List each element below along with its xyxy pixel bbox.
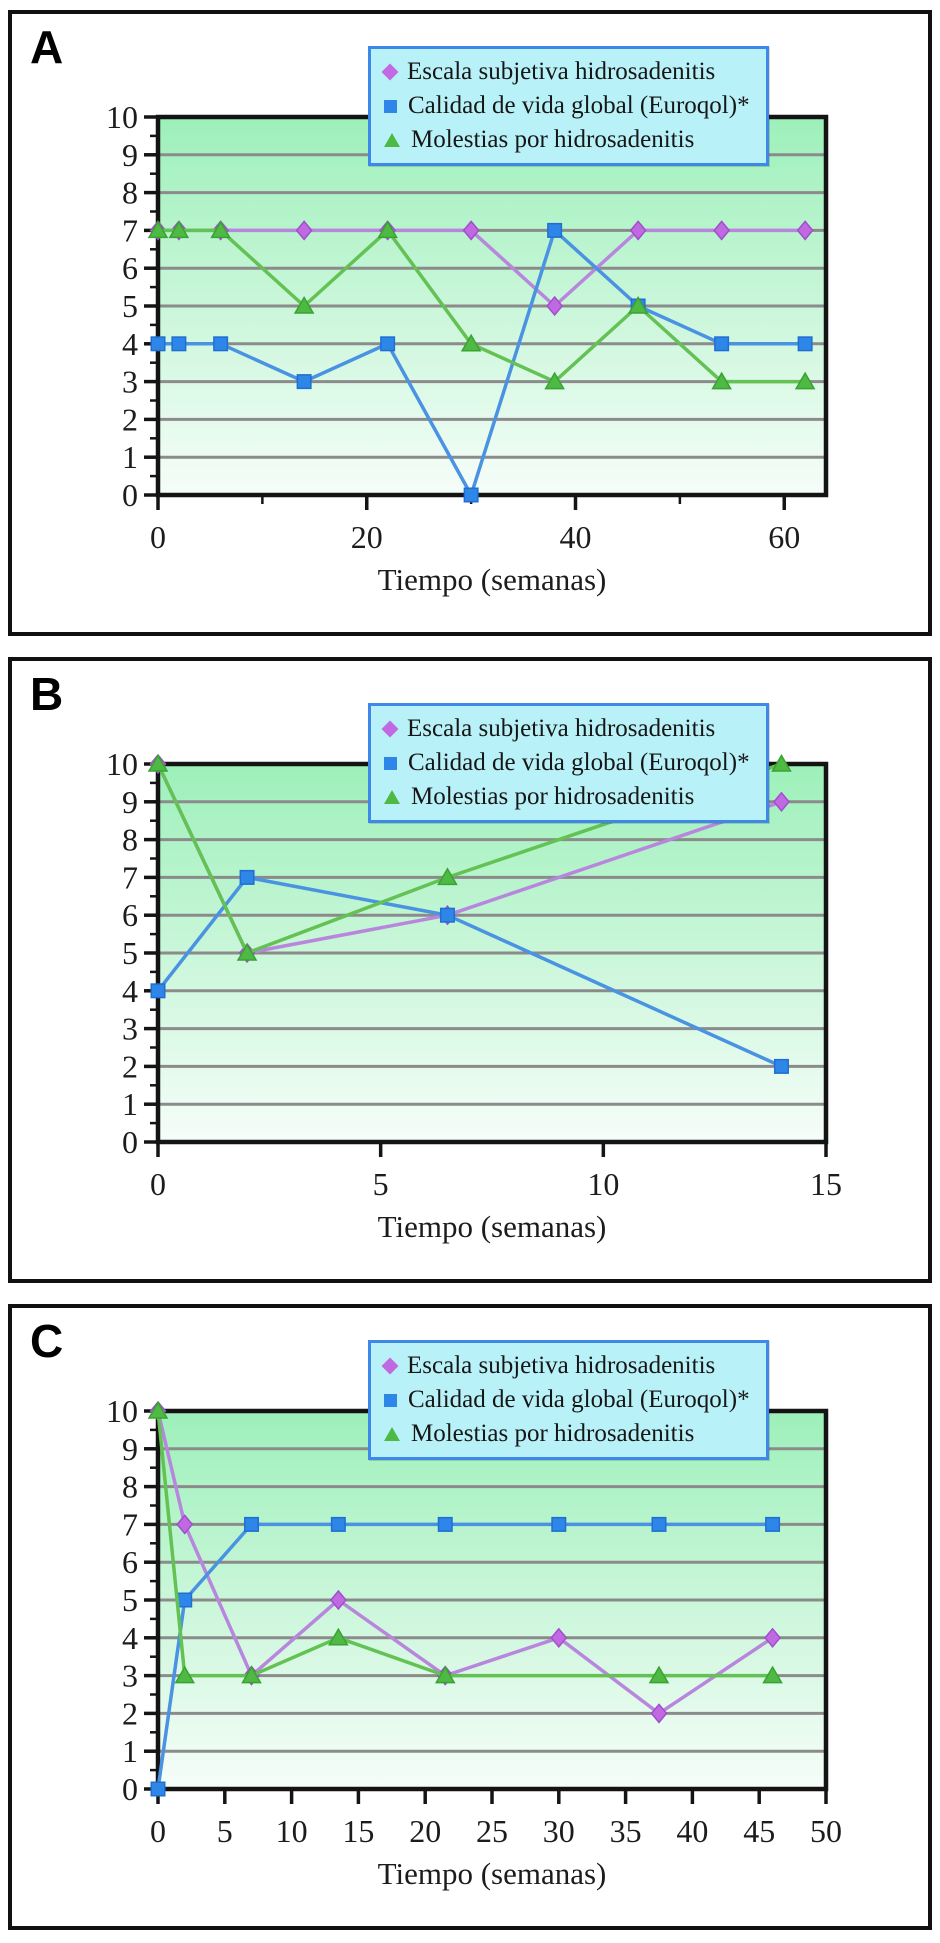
square-marker <box>332 1518 346 1532</box>
square-marker <box>775 1060 789 1074</box>
panel-c <box>8 1304 932 1930</box>
y-tick-label: 1 <box>122 439 138 476</box>
legend-item-calidad <box>384 749 750 778</box>
legend-item-escala <box>384 1352 750 1381</box>
square-icon <box>384 757 397 770</box>
legend-label: Escala subjetiva hidrosadenitis <box>407 1352 716 1379</box>
x-tick-label: 0 <box>150 519 166 555</box>
square-marker <box>441 908 455 922</box>
square-marker <box>438 1518 452 1532</box>
y-tick-label: 2 <box>122 1048 138 1085</box>
y-tick-label: 7 <box>122 212 138 249</box>
y-tick-label: 1 <box>122 1733 138 1770</box>
x-tick-label: 50 <box>810 1813 842 1849</box>
y-tick-label: 6 <box>122 250 138 287</box>
square-marker <box>297 375 311 389</box>
legend-label: Calidad de vida global (Euroqol)* <box>408 91 750 119</box>
legend-label: Escala subjetiva hidrosadenitis <box>407 58 716 85</box>
x-tick-label: 10 <box>587 1166 620 1202</box>
y-tick-label: 7 <box>122 1506 138 1543</box>
legend-item-escala <box>384 58 750 87</box>
y-tick-label: 4 <box>122 1619 138 1656</box>
x-axis-label: Tiempo (semanas) <box>377 1209 607 1244</box>
y-tick-label: 7 <box>122 859 138 896</box>
x-tick-label: 20 <box>350 519 383 555</box>
diamond-icon <box>382 721 399 738</box>
y-tick-label: 3 <box>122 1010 138 1047</box>
panel-c-letter: C <box>30 1315 64 1367</box>
legend-label: Calidad de vida global (Euroqol)* <box>408 748 750 776</box>
y-tick-label: 8 <box>122 821 138 858</box>
square-marker <box>381 337 395 351</box>
y-tick-label: 0 <box>122 477 138 513</box>
legend-b <box>368 703 769 823</box>
y-tick-label: 5 <box>122 288 138 324</box>
y-tick-label: 2 <box>122 1695 138 1732</box>
square-icon <box>384 1394 397 1407</box>
legend-label: Molestias por hidrosadenitis <box>411 125 695 153</box>
legend-label: Molestias por hidrosadenitis <box>411 1419 695 1447</box>
x-tick-label: 5 <box>372 1166 389 1202</box>
y-tick-label: 6 <box>122 897 138 934</box>
x-axis-label: Tiempo (semanas) <box>377 562 607 597</box>
y-tick-label: 10 <box>106 1393 138 1429</box>
panel-a <box>8 10 932 636</box>
legend-item-molestias <box>384 783 750 812</box>
x-tick-label: 0 <box>150 1166 166 1202</box>
x-tick-label: 45 <box>743 1813 776 1849</box>
square-marker <box>548 224 562 238</box>
x-tick-label: 40 <box>559 519 592 555</box>
y-tick-label: 0 <box>122 1124 138 1160</box>
square-marker <box>245 1518 259 1532</box>
x-tick-label: 10 <box>275 1813 308 1849</box>
y-tick-label: 8 <box>122 174 138 211</box>
x-tick-label: 35 <box>609 1813 642 1849</box>
square-marker <box>766 1518 780 1532</box>
square-marker <box>151 337 165 351</box>
y-tick-label: 10 <box>106 99 138 135</box>
square-marker <box>178 1593 192 1607</box>
legend-item-calidad <box>384 92 750 121</box>
triangle-icon <box>384 790 400 804</box>
diamond-icon <box>382 1358 399 1375</box>
x-tick-label: 0 <box>150 1813 166 1849</box>
y-tick-label: 3 <box>122 363 138 400</box>
y-tick-label: 0 <box>122 1771 138 1807</box>
y-tick-label: 9 <box>122 1430 138 1467</box>
square-marker <box>172 337 186 351</box>
panel-a-letter: A <box>30 21 64 73</box>
y-tick-label: 5 <box>122 935 138 971</box>
square-marker <box>798 337 812 351</box>
legend-label: Calidad de vida global (Euroqol)* <box>408 1385 750 1413</box>
y-tick-label: 9 <box>122 783 138 820</box>
legend-c <box>368 1340 769 1460</box>
legend-label: Molestias por hidrosadenitis <box>411 782 695 810</box>
y-tick-label: 4 <box>122 972 138 1009</box>
legend-item-escala <box>384 715 750 744</box>
x-axis-label: Tiempo (semanas) <box>377 1856 607 1891</box>
legend-item-molestias <box>384 1420 750 1449</box>
triangle-icon <box>384 1427 400 1441</box>
square-marker <box>151 984 165 998</box>
x-tick-label: 5 <box>216 1813 233 1849</box>
square-marker <box>552 1518 566 1532</box>
square-marker <box>652 1518 666 1532</box>
y-tick-label: 4 <box>122 325 138 362</box>
x-tick-label: 30 <box>542 1813 575 1849</box>
legend-item-calidad <box>384 1386 750 1415</box>
legend-item-molestias <box>384 126 750 155</box>
square-marker <box>715 337 729 351</box>
diamond-icon <box>382 64 399 81</box>
panel-b-letter: B <box>30 668 64 720</box>
legend-label: Escala subjetiva hidrosadenitis <box>407 715 716 742</box>
x-tick-label: 20 <box>409 1813 442 1849</box>
square-icon <box>384 100 397 113</box>
y-tick-label: 2 <box>122 401 138 438</box>
x-tick-label: 15 <box>342 1813 375 1849</box>
y-tick-label: 6 <box>122 1544 138 1581</box>
x-tick-label: 40 <box>676 1813 709 1849</box>
x-tick-label: 60 <box>768 519 801 555</box>
y-tick-label: 1 <box>122 1086 138 1123</box>
panel-b <box>8 657 932 1283</box>
x-tick-label: 25 <box>476 1813 508 1849</box>
y-tick-label: 8 <box>122 1468 138 1505</box>
square-marker <box>240 871 254 885</box>
y-tick-label: 3 <box>122 1657 138 1694</box>
y-tick-label: 10 <box>106 746 138 782</box>
y-tick-label: 9 <box>122 136 138 173</box>
x-tick-label: 15 <box>810 1166 842 1202</box>
square-marker <box>214 337 228 351</box>
triangle-icon <box>384 133 400 147</box>
square-marker <box>151 1782 165 1796</box>
legend-a <box>368 46 769 166</box>
square-marker <box>464 488 478 502</box>
y-tick-label: 5 <box>122 1582 138 1618</box>
